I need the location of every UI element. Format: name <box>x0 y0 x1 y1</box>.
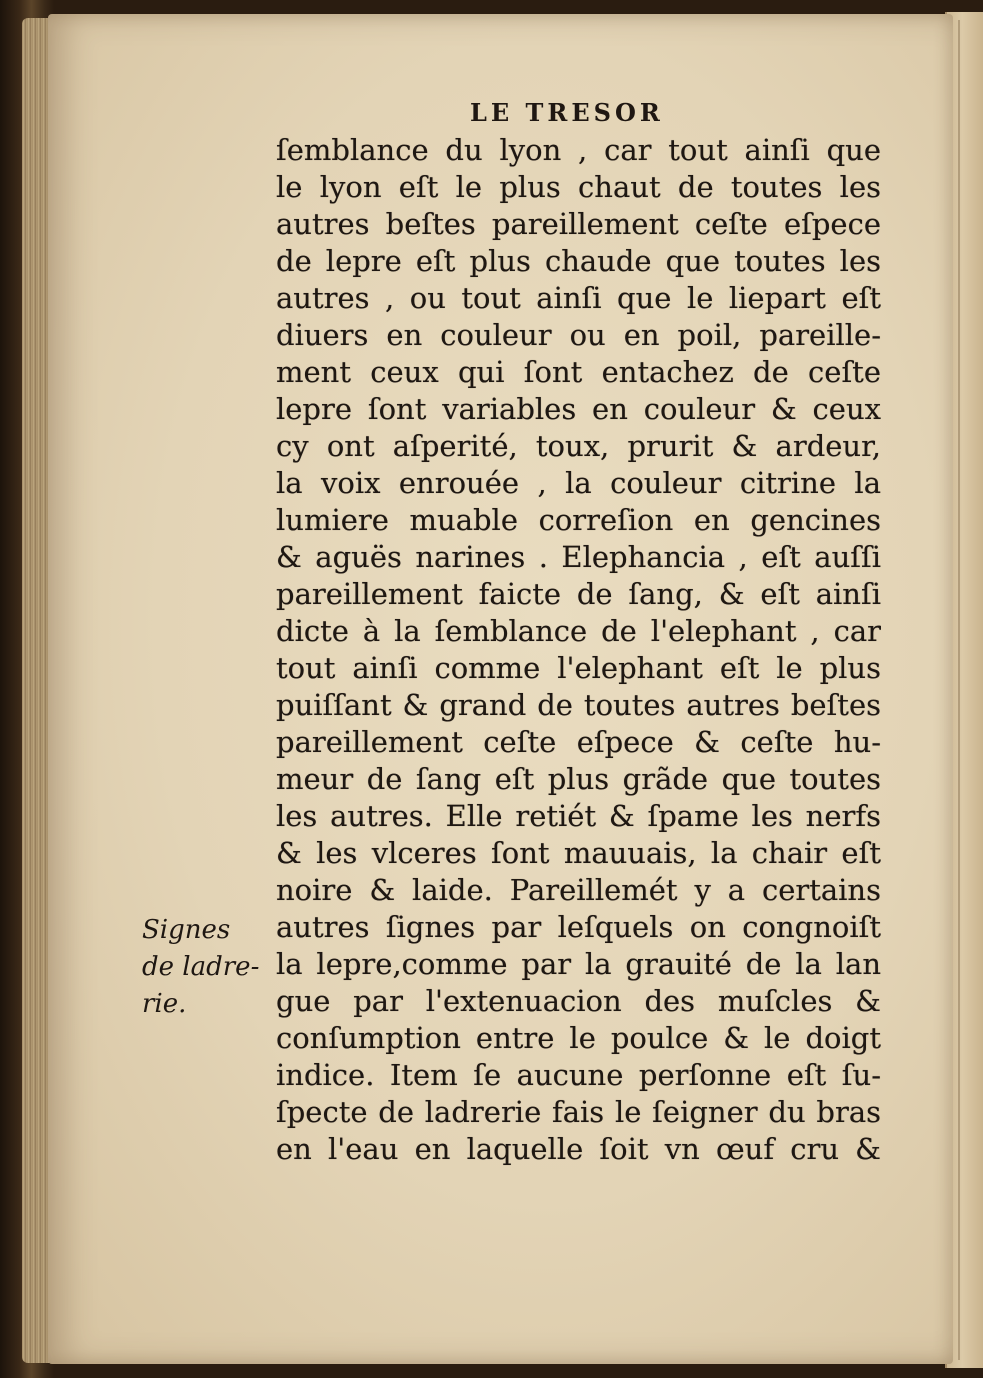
running-head: LE TRESOR <box>470 98 664 127</box>
text-line: ſemblance du lyon , car tout ainſi que <box>276 133 881 167</box>
text-line: lumiere muable correſion en gencines <box>276 503 881 537</box>
text-line: indice. Item ſe aucune perſonne eſt ſu- <box>276 1058 881 1092</box>
text-line: cy ont aſperité, toux, prurit & ardeur, <box>276 429 881 463</box>
text-line: pareillement faicte de ſang, & eſt ainſi <box>276 577 881 611</box>
text-line: diuers en couleur ou en poil, pareille- <box>276 318 881 352</box>
text-line: les autres. Elle retiét & ſpame les nerfs <box>276 799 881 833</box>
page-gutter-line <box>958 20 960 1360</box>
text-line: gue par l'extenuacion des muſcles & <box>276 984 881 1018</box>
text-line: ſpecte de ladrerie fais le ſeigner du bras <box>276 1095 881 1129</box>
text-line: puiſſant & grand de toutes autres beſtes <box>276 688 881 722</box>
main-text-block <box>276 132 886 1168</box>
text-line: ment ceux qui ſont entachez de ceſte <box>276 355 881 389</box>
text-line: la lepre,comme par la grauité de la lan <box>276 947 881 981</box>
text-line: & les vlceres ſont mauuais, la chair eſt <box>276 836 881 870</box>
text-line: meur de ſang eſt plus grãde que toutes <box>276 762 881 796</box>
text-line: conſumption entre le poulce & le doigt <box>276 1021 881 1055</box>
text-line: le lyon eſt le plus chaut de toutes les <box>276 170 881 204</box>
text-line: lepre ſont variables en couleur & ceux <box>276 392 881 426</box>
text-line: dicte à la ſemblance de l'elephant , car <box>276 614 881 648</box>
text-line: la voix enrouée , la couleur citrine la <box>276 466 881 500</box>
text-line: autres beſtes pareillement ceſte eſpece <box>276 207 881 241</box>
text-line: pareillement ceſte eſpece & ceſte hu- <box>276 725 881 759</box>
text-line: autres , ou tout ainſi que le liepart eſt <box>276 281 881 315</box>
text-line: & aguës narines . Elephancia , eſt auſſi <box>276 540 881 574</box>
text-line: autres ſignes par leſquels on congnoiſt <box>276 910 881 944</box>
ink-bleed-through <box>150 410 260 530</box>
marginal-note-line: de ladre- <box>142 952 260 982</box>
text-line: de lepre eſt plus chaude que toutes les <box>276 244 881 278</box>
text-line: tout ainſi comme l'elephant eſt le plus <box>276 651 881 685</box>
marginal-note <box>142 912 267 1023</box>
text-line: en l'eau en laquelle ſoit vn œuf cru & <box>276 1132 881 1166</box>
text-line: noire & laide. Pareillemét y a certains <box>276 873 881 907</box>
marginal-note-line: Signes <box>142 915 231 945</box>
marginal-note-line: rie. <box>142 989 187 1019</box>
